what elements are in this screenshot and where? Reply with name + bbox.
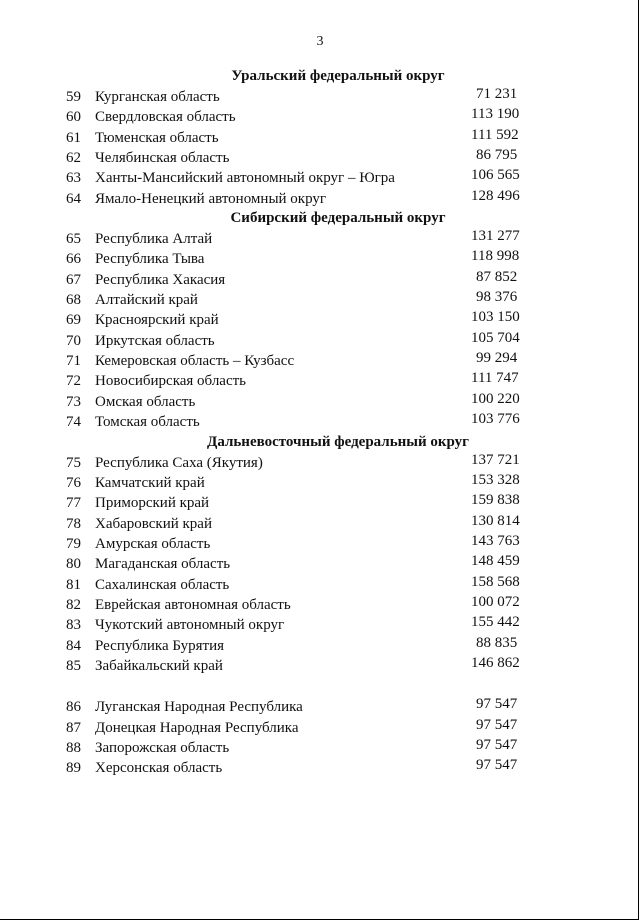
row-number: 85 <box>66 657 81 674</box>
row-number: 61 <box>66 129 81 146</box>
table-row <box>0 614 640 634</box>
table-row <box>0 513 640 533</box>
table-row <box>0 106 640 126</box>
table-row <box>0 635 640 655</box>
region-name: Кемеровская область – Кузбасс <box>95 353 295 370</box>
region-name: Свердловская область <box>95 109 236 126</box>
region-value: 100 072 <box>471 593 520 610</box>
table-row <box>0 188 640 208</box>
region-value: 97 547 <box>476 736 518 753</box>
row-number: 72 <box>66 373 81 390</box>
region-value: 100 220 <box>471 390 520 407</box>
row-number: 83 <box>66 617 81 634</box>
table-row <box>0 553 640 573</box>
region-name: Омская область <box>95 393 196 410</box>
region-name: Чукотский автономный округ <box>95 617 285 634</box>
region-value: 137 721 <box>471 451 520 468</box>
table-row <box>0 391 640 411</box>
row-number: 80 <box>66 556 81 573</box>
region-name: Томская область <box>95 414 200 431</box>
table-row <box>0 492 640 512</box>
row-number: 73 <box>66 393 81 410</box>
row-number: 76 <box>66 474 81 491</box>
section-spacer <box>0 675 640 696</box>
region-name: Республика Хакасия <box>95 271 226 288</box>
region-name: Луганская Народная Республика <box>95 699 303 716</box>
table-row <box>0 350 640 370</box>
region-value: 97 547 <box>476 757 518 774</box>
row-number: 65 <box>66 231 81 248</box>
row-number: 71 <box>66 353 81 370</box>
table-row <box>0 574 640 594</box>
region-value: 111 747 <box>471 370 519 387</box>
row-number: 68 <box>66 292 81 309</box>
row-number: 82 <box>66 596 81 613</box>
region-value: 153 328 <box>471 471 520 488</box>
region-value: 143 763 <box>471 532 520 549</box>
table-row <box>0 248 640 268</box>
region-name: Еврейская автономная область <box>95 596 291 613</box>
table-row <box>0 472 640 492</box>
region-name: Камчатский край <box>95 474 205 491</box>
region-name: Забайкальский край <box>95 657 223 674</box>
table-row <box>0 655 640 675</box>
region-value: 158 568 <box>471 573 520 590</box>
region-value: 118 998 <box>471 248 520 265</box>
region-value: 113 190 <box>471 106 520 123</box>
section-heading: Уральский федеральный округ <box>231 68 445 84</box>
page-number: 3 <box>316 34 324 49</box>
table-row <box>0 370 640 390</box>
region-name: Херсонская область <box>95 760 223 777</box>
row-number: 89 <box>66 760 81 777</box>
row-number: 84 <box>66 637 81 654</box>
row-number: 81 <box>66 576 81 593</box>
region-value: 111 592 <box>471 126 519 143</box>
region-name: Приморский край <box>95 495 210 512</box>
region-name: Сахалинская область <box>95 576 230 593</box>
table-row <box>0 411 640 431</box>
region-name: Хабаровский край <box>95 515 212 532</box>
row-number: 78 <box>66 515 81 532</box>
row-number: 66 <box>66 251 81 268</box>
row-number: 64 <box>66 190 81 207</box>
region-value: 105 704 <box>471 329 520 346</box>
region-value: 106 565 <box>471 167 520 184</box>
region-value: 131 277 <box>471 228 520 245</box>
table-row <box>0 167 640 187</box>
region-name: Республика Саха (Якутия) <box>95 454 263 471</box>
region-value: 97 547 <box>476 716 518 733</box>
table-row <box>0 289 640 309</box>
region-name: Курганская область <box>95 89 220 105</box>
table-row <box>0 228 640 248</box>
table-row <box>0 737 640 757</box>
table-row <box>0 309 640 329</box>
region-value: 88 835 <box>476 634 518 651</box>
table-row <box>0 452 640 472</box>
region-value: 155 442 <box>471 614 520 631</box>
document-body <box>0 66 640 778</box>
region-name: Алтайский край <box>95 292 198 309</box>
region-value: 103 776 <box>471 411 520 428</box>
region-value: 103 150 <box>471 309 520 326</box>
region-name: Новосибирская область <box>95 373 247 390</box>
region-value: 159 838 <box>471 492 520 509</box>
region-name: Ханты-Мансийский автономный округ – Югра <box>95 170 395 187</box>
table-row <box>0 127 640 147</box>
region-name: Республика Тыва <box>95 251 205 268</box>
section-heading: Дальневосточный федеральный округ <box>207 433 469 450</box>
row-number: 70 <box>66 332 81 349</box>
row-number: 75 <box>66 454 81 471</box>
table-row <box>0 757 640 777</box>
row-number: 60 <box>66 109 81 126</box>
region-name: Республика Бурятия <box>95 637 225 654</box>
row-number: 86 <box>66 699 81 716</box>
row-number: 67 <box>66 271 81 288</box>
table-row <box>0 717 640 737</box>
table-row <box>0 269 640 289</box>
table-row <box>0 696 640 716</box>
region-value: 146 862 <box>471 654 520 671</box>
section-heading: Сибирский федеральный округ <box>230 210 446 227</box>
region-value: 71 231 <box>476 86 518 102</box>
region-name: Ямало-Ненецкий автономный округ <box>95 190 327 207</box>
region-value: 97 547 <box>476 696 518 713</box>
row-number: 62 <box>66 150 81 167</box>
row-number: 79 <box>66 535 81 552</box>
table-row <box>0 147 640 167</box>
table-row <box>0 330 640 350</box>
region-value: 128 496 <box>471 187 520 204</box>
region-value: 130 814 <box>471 512 520 529</box>
region-name: Республика Алтай <box>95 231 213 248</box>
table-row <box>0 86 640 106</box>
region-name: Магаданская область <box>95 556 231 573</box>
region-value: 86 795 <box>476 147 518 164</box>
region-name: Амурская область <box>95 535 211 552</box>
row-number: 87 <box>66 719 81 736</box>
row-number: 59 <box>66 89 81 105</box>
row-number: 74 <box>66 414 81 431</box>
region-name: Донецкая Народная Республика <box>95 719 299 736</box>
region-name: Запорожская область <box>95 739 230 756</box>
region-value: 98 376 <box>476 289 518 306</box>
region-value: 87 852 <box>476 268 518 285</box>
region-value: 99 294 <box>476 350 518 367</box>
row-number: 69 <box>66 312 81 329</box>
table-row <box>0 594 640 614</box>
region-name: Челябинская область <box>95 150 230 167</box>
region-name: Иркутская область <box>95 332 215 349</box>
region-value: 148 459 <box>471 553 520 570</box>
row-number: 77 <box>66 495 81 512</box>
table-row <box>0 533 640 553</box>
region-name: Тюменская область <box>95 129 219 146</box>
row-number: 63 <box>66 170 81 187</box>
region-name: Красноярский край <box>95 312 219 329</box>
row-number: 88 <box>66 739 81 756</box>
